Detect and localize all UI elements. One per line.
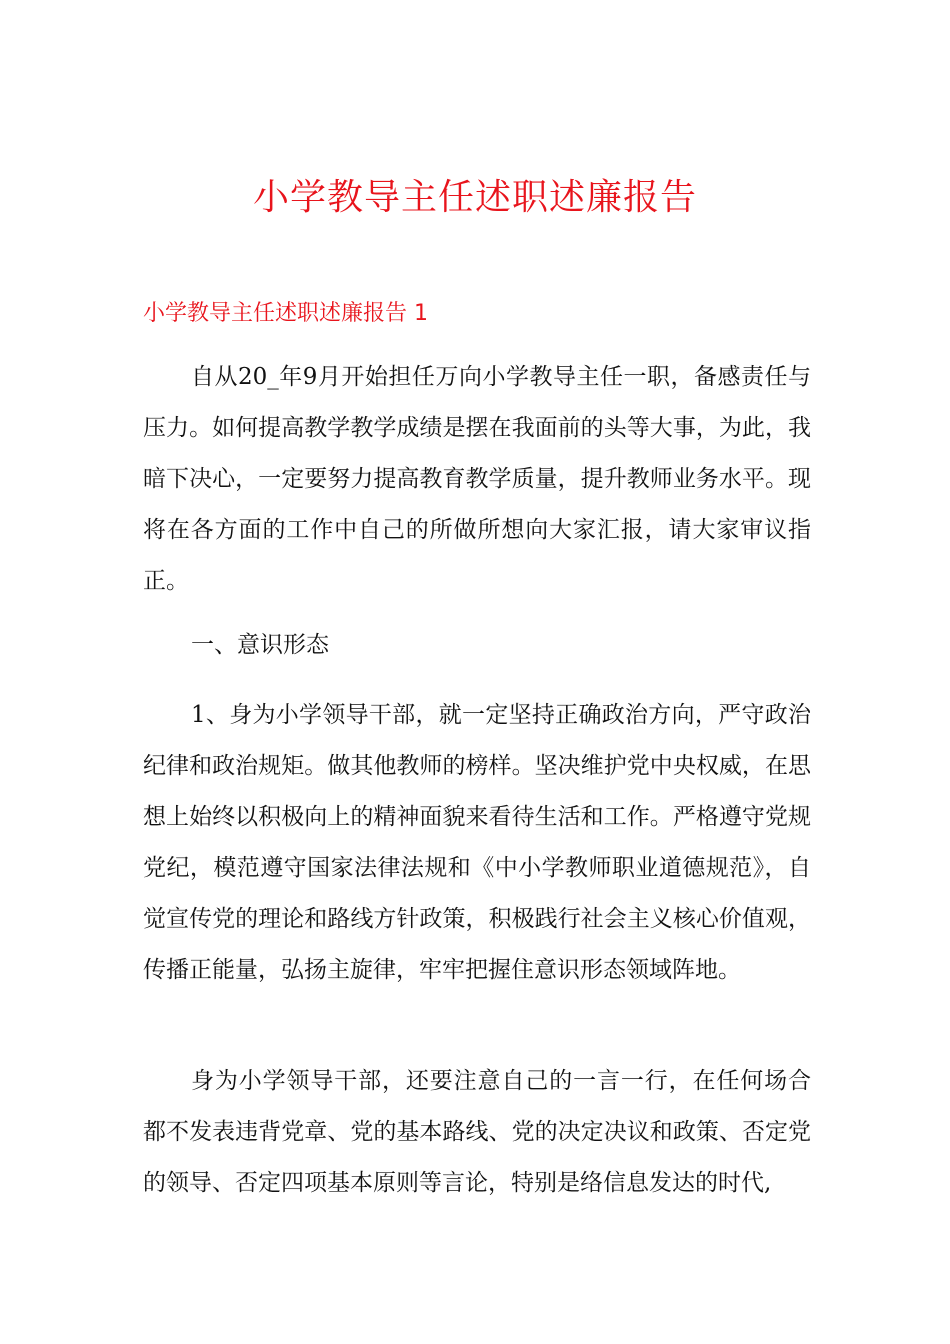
paragraph-point-1: 1、身为小学领导干部，就一定坚持正确政治方向，严守政治纪律和政治规矩。做其他教师的榜样。坚决维护党中央权威，在思想上始终以积极向上的精神面貌来看待生活和工作。严格遵守党规党纪，模范遵守国家法律法规和《中小学教师职业道德规范》，自觉宣传党的理论和路线方针政策，积极践行社会主义核心价值观，传播正能量，弘扬主旋律，牢牢把握住意识形态领域阵地。: [143, 702, 811, 983]
paragraph-intro: 自从20_年9月开始担任万向小学教导主任一职，备感责任与压力。如何提高教学教学成绩是摆在我面前的头等大事，为此，我暗下决心，一定要努力提高教育教学质量，提升教师业务水平。现将在各方面的工作中自己的所做所想向大家汇报，请大家审议指正。: [143, 364, 811, 594]
paragraph-conduct: 身为小学领导干部，还要注意自己的一言一行，在任何场合都不发表违背党章、党的基本路线、党的决定决议和政策、否定党的领导、否定四项基本原则等言论，特别是络信息发达的时代,: [143, 1068, 811, 1196]
subheading-ideology: 一、意识形态: [191, 632, 329, 658]
document-title: 小学教导主任述职述廉报告: [252, 177, 697, 218]
section-heading: 小学教导主任述职述廉报告 1: [143, 301, 428, 326]
